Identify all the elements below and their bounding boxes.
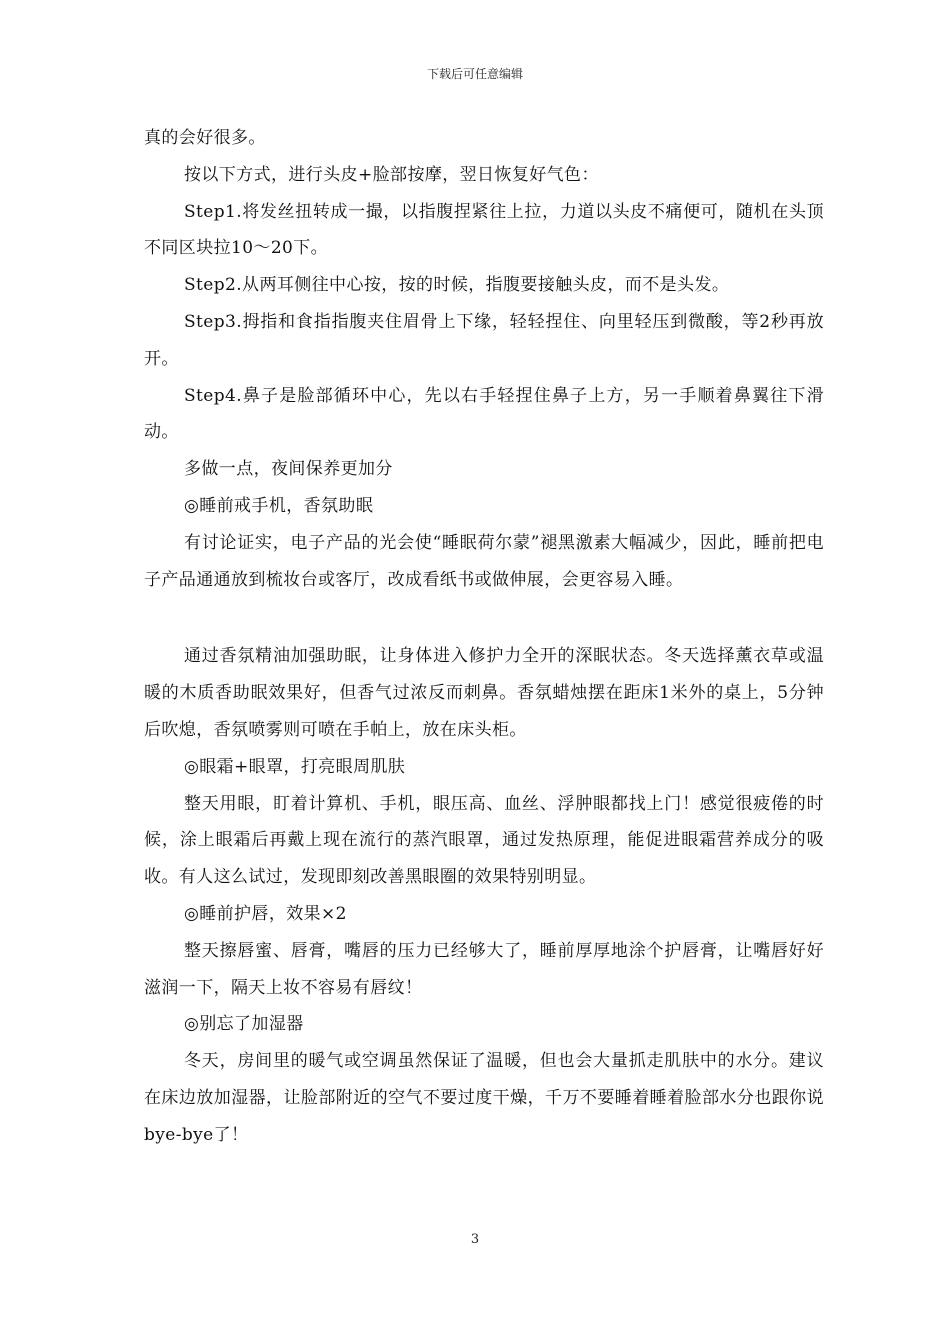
- paragraph-lip-care: 整天擦唇蜜、唇膏，嘴唇的压力已经够大了，睡前厚厚地涂个护唇膏，让嘴唇好好滋润一下，隔天上妆不容易有唇纹！: [144, 940, 824, 998]
- paragraph-electronics-light: 有讨论证实，电子产品的光会使“睡眠荷尔蒙”褪黑激素大幅减少，因此，睡前把电子产品通通放到梳妆台或客厅，改成看纸书或做伸展，会更容易入睡。: [144, 532, 824, 590]
- subheading-humidifier: ◎别忘了加湿器: [184, 1014, 304, 1035]
- section-heading-night-care: 多做一点，夜间保养更加分: [184, 459, 393, 480]
- paragraph-aroma-oil: 通过香氛精油加强助眠，让身体进入修护力全开的深眠状态。冬天选择薰衣草或温暖的木质香助眠效果好，但香气过浓反而刺鼻。香氛蜡烛摆在距床1米外的桌上，5分钟后吹熄，香氛喷雾则可喷在手帕上，放在床头柜。: [144, 646, 824, 740]
- paragraph-humidifier: 冬天，房间里的暖气或空调虽然保证了温暖，但也会大量抓走肌肤中的水分。建议在床边放加湿器，让脸部附近的空气不要过度干燥，千万不要睡着睡着脸部水分也跟你说bye-bye了！: [144, 1051, 824, 1145]
- paragraph-step3: Step3.拇指和食指指腹夹住眉骨上下缘，轻轻捏住、向里轻压到微酸，等2秒再放开。: [144, 311, 824, 369]
- page-header: 下载后可任意编辑: [426, 67, 523, 81]
- paragraph-step1: Step1.将发丝扭转成一撮，以指腹捏紧往上拉，力道以头皮不痛便可，随机在头顶不同区块拉10～20下。: [144, 201, 824, 259]
- subheading-no-phone: ◎睡前戒手机，香氛助眠: [184, 495, 374, 516]
- subheading-lip-care: ◎睡前护唇，效果×2: [184, 903, 347, 924]
- subheading-eye-cream: ◎眼霜+眼罩，打亮眼周肌肤: [184, 756, 406, 777]
- paragraph-eye-care: 整天用眼，盯着计算机、手机，眼压高、血丝、浮肿眼都找上门！感觉很疲倦的时候，涂上眼霜后再戴上现在流行的蒸汽眼罩，通过发热原理，能促进眼霜营养成分的吸收。有人这么试过，发现即刻改善黑眼圈的效果特别明显。: [144, 793, 824, 888]
- page-number: 3: [470, 1232, 480, 1247]
- document-body: [144, 120, 824, 1154]
- paragraph-massage-intro: 按以下方式，进行头皮+脸部按摩，翌日恢复好气色：: [184, 164, 599, 185]
- paragraph-step2: Step2.从两耳侧往中心按，按的时候，指腹要接触头皮，而不是头发。: [184, 275, 730, 296]
- paragraph-step4: Step4.鼻子是脸部循环中心，先以右手轻捏住鼻子上方，另一手顺着鼻翼往下滑动。: [144, 385, 824, 443]
- paragraph-gap: [144, 598, 824, 638]
- paragraph-continuation: 真的会好很多。: [144, 128, 266, 148]
